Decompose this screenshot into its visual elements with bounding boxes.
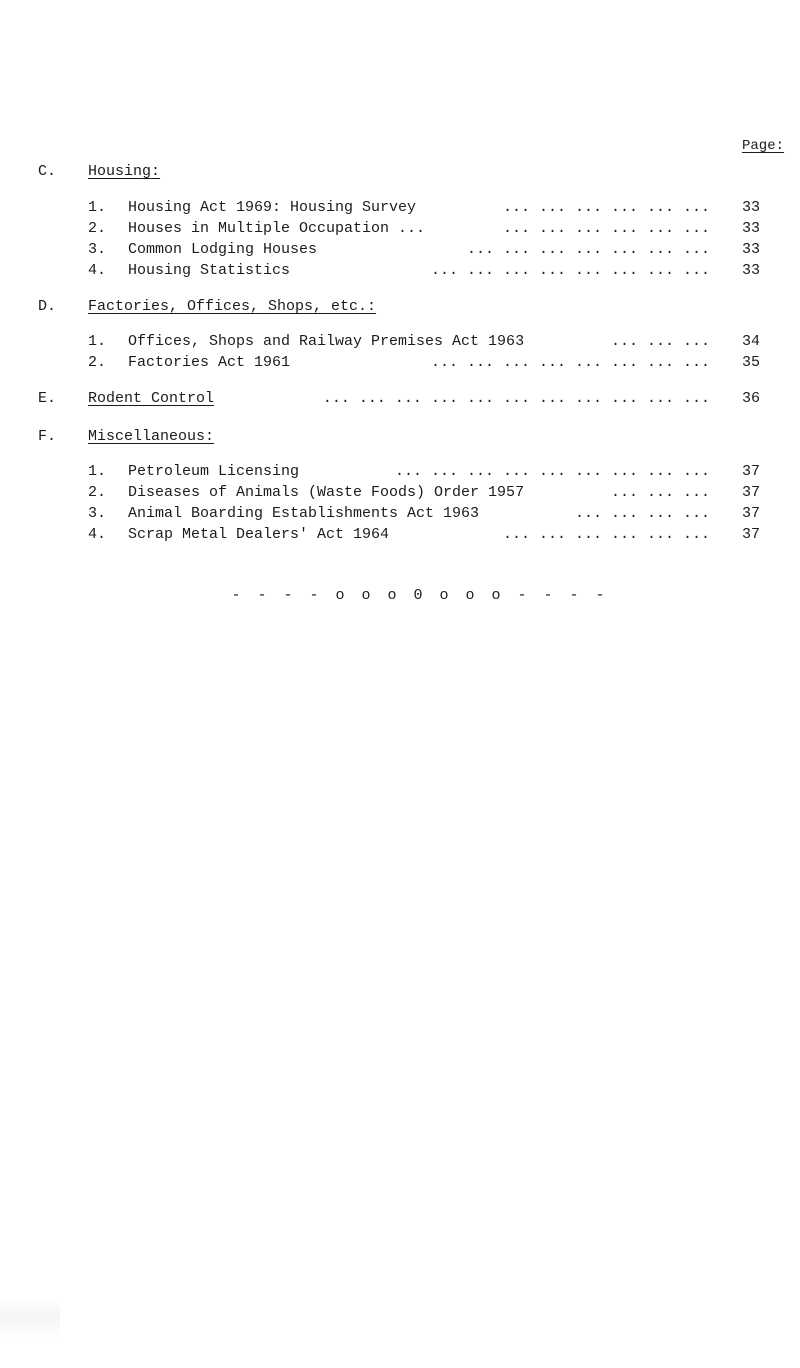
entry-number: 3. (88, 241, 107, 258)
end-separator: - - - - o o o 0 o o o - - - - (231, 587, 609, 604)
toc-entry (0, 262, 800, 282)
entry-page-number: 34 (742, 333, 761, 350)
toc-entry (0, 199, 800, 219)
section-letter: C. (38, 163, 57, 180)
section-letter: F. (38, 428, 57, 445)
entry-title: Petroleum Licensing (128, 463, 300, 480)
entry-number: 1. (88, 199, 107, 216)
dot-leader: ... ... ... ... ... ... (502, 199, 710, 216)
entry-title: Animal Boarding Establishments Act 1963 (128, 505, 480, 522)
section-title: Rodent Control (88, 390, 215, 407)
entry-page-number: 37 (742, 526, 761, 543)
entry-number: 3. (88, 505, 107, 522)
section-letter: E. (38, 390, 57, 407)
entry-title: Scrap Metal Dealers' Act 1964 (128, 526, 390, 543)
entry-number: 2. (88, 484, 107, 501)
section-title: Miscellaneous: (88, 428, 215, 445)
entry-page-number: 35 (742, 354, 761, 371)
entry-number: 2. (88, 354, 107, 371)
section-letter: D. (38, 298, 57, 315)
dot-leader: ... ... ... ... (574, 505, 710, 522)
entry-page-number: 33 (742, 199, 761, 216)
entry-number: 1. (88, 463, 107, 480)
dot-leader: ... ... ... (610, 484, 710, 501)
toc-entry (0, 354, 800, 374)
toc-entry (0, 333, 800, 353)
toc-entry (0, 526, 800, 546)
entry-page-number: 33 (742, 241, 761, 258)
entry-title: Common Lodging Houses (128, 241, 318, 258)
entry-page-number: 33 (742, 262, 761, 279)
toc-entry (0, 220, 800, 240)
entry-page-number: 37 (742, 505, 761, 522)
entry-page-number: 37 (742, 484, 761, 501)
dot-leader: ... ... ... ... ... ... ... ... ... (394, 463, 710, 480)
scan-artifact (0, 1300, 60, 1340)
toc-entry (0, 484, 800, 504)
entry-number: 2. (88, 220, 107, 237)
dot-leader: ... ... ... ... ... ... ... ... (430, 262, 710, 279)
entry-title: Offices, Shops and Railway Premises Act 1963 (128, 333, 525, 350)
section-title: Factories, Offices, Shops, etc.: (88, 298, 377, 315)
entry-page-number: 33 (742, 220, 761, 237)
section-rodent-control (0, 390, 800, 410)
toc-entry (0, 463, 800, 483)
section-title: Housing: (88, 163, 161, 180)
dot-leader: ... ... ... ... ... ... (502, 526, 710, 543)
entry-title: Diseases of Animals (Waste Foods) Order 1957 (128, 484, 525, 501)
dot-leader: ... ... ... ... ... ... (502, 220, 710, 237)
entry-title: Housing Act 1969: Housing Survey (128, 199, 417, 216)
entry-title: Housing Statistics (128, 262, 291, 279)
entry-number: 4. (88, 526, 107, 543)
dot-leader: ... ... ... ... ... ... ... ... (430, 354, 710, 371)
page-column-heading: Page: (742, 138, 785, 154)
dot-leader: ... ... ... ... ... ... ... ... ... ... ... (322, 390, 710, 407)
dot-leader: ... ... ... (610, 333, 710, 350)
toc-entry (0, 241, 800, 261)
dot-leader: ... ... ... ... ... ... ... (466, 241, 710, 258)
entry-number: 4. (88, 262, 107, 279)
toc-entry (0, 505, 800, 525)
entry-page-number: 37 (742, 463, 761, 480)
entry-title: Factories Act 1961 (128, 354, 291, 371)
entry-page-number: 36 (742, 390, 761, 407)
entry-number: 1. (88, 333, 107, 350)
entry-title: Houses in Multiple Occupation ... (128, 220, 426, 237)
